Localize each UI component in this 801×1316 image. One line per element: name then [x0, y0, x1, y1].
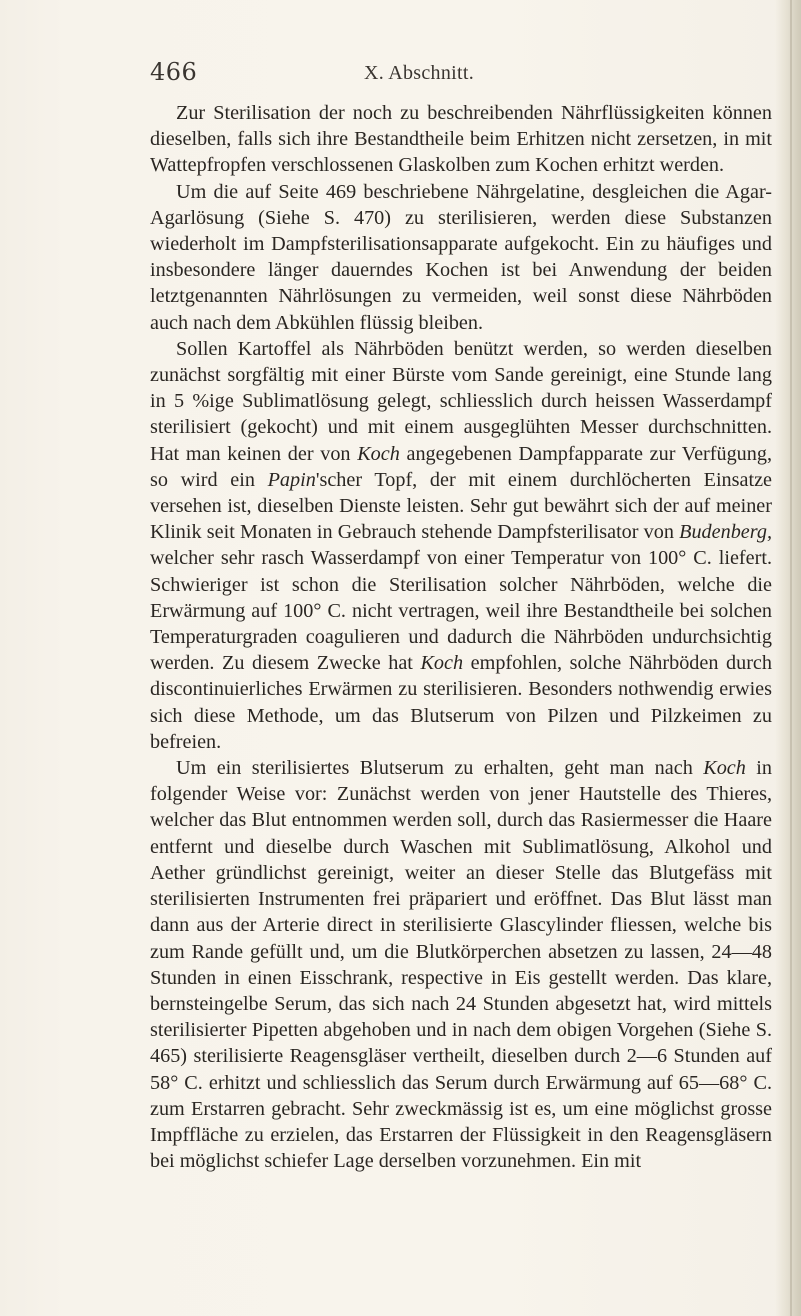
paragraph	[150, 100, 772, 179]
text-segment: angegebenen Dampfapparate zur Verfügung, so wird ein	[150, 442, 772, 491]
text-segment: empfohlen, solche Nährböden durch discontinuierliches Erwärmen zu sterilisieren. Besonders nothwendig erwies sich diese Methode, um das Blutserum von Pilzen und Pilzkeimen zu befreien.	[150, 652, 772, 753]
author-name: Koch	[357, 442, 400, 465]
author-name: Budenberg,	[679, 521, 772, 544]
text-segment: in folgender Weise vor: Zunächst werden von jener Hautstelle des Thieres, welcher das Blut entnommen werden soll, durch das Rasiermesser die Haare entfernt und dieselbe durch Waschen mit Sublimatlösung, Alkohol und Aether gründlichst gereinigt, weiter an dieser Stelle das Blutgefäss mit sterilisierten Instrumenten frei präpariert und eröffnet. Das Blut lässt man dann aus der Arterie direct in sterilisierte Glascylinder fliessen, welche bis zum Rande gefüllt und, um die Blutkörperchen absetzen zu lassen, 24—48 Stunden in einen Eisschrank, respective in Eis gestellt werden. Das klare, bernsteingelbe Serum, das sich nach 24 Stunden abgesetzt hat, wird mittels sterilisierter Pipetten abgehoben und in nach dem obigen Vorgehen (Siehe S. 465) sterilisierte Reagensgläser vertheilt, dieselben durch 2—6 Stunden auf 58° C. erhitzt und schliesslich das Serum durch Erwärmung auf 65—68° C. zum Erstarren gebracht. Sehr zweckmässig ist es, um eine möglichst grosse Impffläche zu erzielen, das Erstarren der Flüssigkeit in den Reagensgläsern bei möglichst schiefer Lage derselben vorzunehmen. Ein mit	[150, 757, 772, 1173]
text-segment: Um die auf Seite 469 beschriebene Nährgelatine, desgleichen die Agar-Agarlösung (Siehe S. 470) zu sterilisieren, werden diese Substanzen wiederholt im Dampfsterilisationsapparate aufgekocht. Ein zu häufiges und insbesondere länger dauerndes Kochen ist bei Anwendung der beiden letztgenannten Nährlösungen zu vermeiden, weil sonst diese Nährböden auch nach dem Abkühlen flüssig bleiben.	[150, 180, 772, 334]
text-segment: Um ein sterilisiertes Blutserum zu erhalten, geht man nach	[176, 757, 704, 780]
page-edge-shadow	[775, 0, 801, 1316]
running-head: X. Abschnitt.	[364, 62, 475, 84]
page-edge-line	[790, 0, 792, 1316]
paragraph	[150, 336, 772, 755]
body-text	[150, 100, 772, 1174]
text-segment: Zur Sterilisation der noch zu beschreibenden Nährflüssigkeiten können dieselben, falls sich ihre Bestandtheile beim Erhitzen nicht zersetzen, in mit Wattepfropfen verschlossenen Glaskolben zum Kochen erhitzt werden.	[150, 102, 772, 177]
paragraph	[150, 755, 772, 1174]
page-header	[0, 54, 790, 94]
author-name: Koch	[703, 757, 746, 780]
text-segment: 'scher Topf, der mit einem durchlöcherten Einsatze versehen ist, dieselben Dienste leisten. Sehr gut bewährt sich der auf meiner Klinik seit Monaten in Gebrauch stehende Dampfsterilisator von	[150, 468, 772, 544]
author-name: Koch	[420, 652, 464, 675]
author-name: Papin	[267, 468, 316, 491]
paragraph	[150, 179, 772, 336]
text-segment: Sollen Kartoffel als Nährböden benützt werden, so werden dieselben zunächst sorgfältig mit einer Bürste vom Sande gereinigt, eine Stunde lang in 5 %ige Sublimatlösung gelegt, schliesslich durch heissen Wasserdampf sterilisiert (gekocht) und mit einem ausgeglühten Messer durchschnitten. Hat man keinen der von	[150, 337, 772, 465]
text-segment: welcher sehr rasch Wasserdampf von einer Temperatur von 100° C. liefert. Schwieriger ist schon die Sterilisation solcher Nährböden, welche die Erwärmung auf 100° C. nicht vertragen, weil ihre Bestandtheile bei solchen Temperaturgraden coagulieren und dadurch die Nährböden undurchsichtig werden. Zu diesem Zwecke hat	[150, 547, 772, 675]
page-number: 466	[150, 58, 198, 86]
